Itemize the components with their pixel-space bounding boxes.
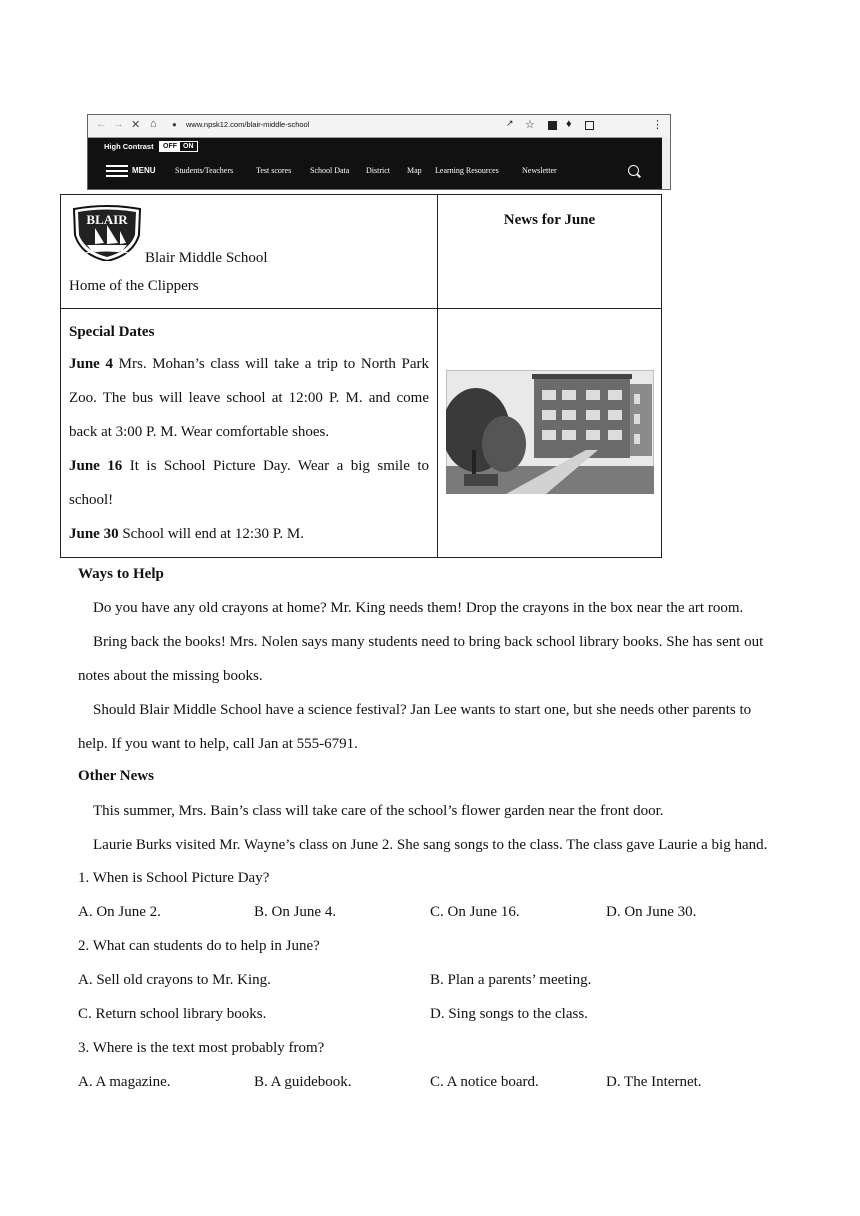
q1-option-b[interactable]: B. On June 4.: [254, 904, 337, 920]
date-label: June 16: [69, 458, 123, 474]
toggle-on[interactable]: ON: [180, 142, 197, 151]
special-dates-heading: Special Dates: [69, 324, 155, 340]
address-bar: [88, 115, 670, 138]
special-dates-cell: [61, 309, 438, 558]
window-icon[interactable]: [585, 121, 594, 130]
q3-option-a[interactable]: A. A magazine.: [78, 1074, 171, 1090]
puzzle-icon[interactable]: ♦: [566, 118, 572, 130]
help-paragraph: Bring back the books! Mrs. Nolen says many students need to bring back school library books. She has sent out notes about the missing books.: [78, 634, 764, 684]
nav-newsletter[interactable]: Newsletter: [522, 166, 557, 175]
browser-screenshot: [87, 114, 671, 190]
logo-text: BLAIR: [86, 212, 128, 227]
news-table: [60, 194, 662, 558]
close-icon[interactable]: ✕: [131, 119, 141, 131]
menu-label[interactable]: MENU: [132, 166, 156, 175]
help-paragraph: Should Blair Middle School have a science festival? Jan Lee wants to start one, but she needs other parents to help. If you want to help, call Jan at 555-6791.: [78, 702, 752, 752]
q2-option-c[interactable]: C. Return school library books.: [78, 1006, 267, 1022]
forward-icon[interactable]: →: [113, 118, 124, 130]
nav-test-scores[interactable]: Test scores: [256, 166, 292, 175]
site-nav: [88, 159, 670, 183]
other-news-heading: Other News: [78, 768, 154, 784]
help-paragraph: Do you have any old crayons at home? Mr. King needs them! Drop the crayons in the box near the art room.: [93, 600, 744, 616]
school-motto: Home of the Clippers: [69, 278, 199, 294]
date-label: June 30: [69, 526, 119, 542]
q3-option-b[interactable]: B. A guidebook.: [254, 1074, 352, 1090]
school-building-photo: [446, 370, 654, 494]
high-contrast-label: High Contrast: [104, 142, 154, 151]
q1-option-c[interactable]: C. On June 16.: [430, 904, 520, 920]
scrollbar[interactable]: [662, 137, 670, 189]
q1-option-d[interactable]: D. On June 30.: [606, 904, 697, 920]
date-text: It is School Picture Day. Wear a big smile to school!: [69, 458, 430, 508]
nav-map[interactable]: Map: [407, 166, 422, 175]
nav-district[interactable]: District: [366, 166, 390, 175]
date-label: June 4: [69, 356, 113, 372]
date-text: Mrs. Mohan’s class will take a trip to North Park Zoo. The bus will leave school at 12:00 P. M. and come back at 3:00 P. M. Wear comfortable shoes.: [69, 356, 430, 440]
school-logo: [71, 205, 143, 261]
url-text[interactable]: www.npsk12.com/blair-middle-school: [186, 120, 310, 129]
photo-cell: [438, 309, 662, 558]
date-item: [69, 517, 429, 551]
back-icon[interactable]: ←: [96, 118, 107, 130]
q2-option-a[interactable]: A. Sell old crayons to Mr. King.: [78, 972, 271, 988]
q3-option-d[interactable]: D. The Internet.: [606, 1074, 702, 1090]
header-cell: [61, 195, 438, 309]
nav-learning-resources[interactable]: Learning Resources: [435, 166, 499, 175]
news-paragraph: This summer, Mrs. Bain’s class will take care of the school’s flower garden near the front door.: [93, 803, 664, 819]
q3-option-c[interactable]: C. A notice board.: [430, 1074, 539, 1090]
news-paragraph: Laurie Burks visited Mr. Wayne’s class on June 2. She sang songs to the class. The class gave Laurie a big hand.: [93, 837, 768, 853]
q1-option-a[interactable]: A. On June 2.: [78, 904, 161, 920]
share-icon[interactable]: ↗: [506, 118, 514, 128]
ways-to-help-heading: Ways to Help: [78, 566, 164, 582]
news-title: News for June: [503, 212, 596, 228]
date-text: School will end at 12:30 P. M.: [118, 526, 305, 542]
lock-icon: ●: [172, 120, 177, 129]
nav-students-teachers[interactable]: Students/Teachers: [175, 166, 234, 175]
question-1: 1. When is School Picture Day?: [78, 870, 270, 886]
kebab-menu-icon[interactable]: ⋮: [652, 119, 663, 131]
nav-school-data[interactable]: School Data: [310, 166, 350, 175]
high-contrast-toggle[interactable]: [159, 141, 198, 152]
special-dates: [61, 309, 437, 557]
date-item: [69, 347, 429, 449]
home-icon[interactable]: ⌂: [150, 118, 157, 130]
q2-option-b[interactable]: B. Plan a parents’ meeting.: [430, 972, 592, 988]
star-icon[interactable]: ☆: [525, 119, 535, 131]
q2-option-d[interactable]: D. Sing songs to the class.: [430, 1006, 588, 1022]
hamburger-icon[interactable]: [106, 165, 128, 176]
school-name: Blair Middle School: [145, 250, 268, 266]
search-icon[interactable]: [628, 165, 639, 176]
question-3: 3. Where is the text most probably from?: [78, 1040, 325, 1056]
question-2: 2. What can students do to help in June?: [78, 938, 320, 954]
extension-icon[interactable]: [548, 121, 557, 130]
toggle-off[interactable]: OFF: [160, 142, 180, 151]
news-title-cell: [438, 195, 662, 309]
date-item: [69, 449, 429, 517]
